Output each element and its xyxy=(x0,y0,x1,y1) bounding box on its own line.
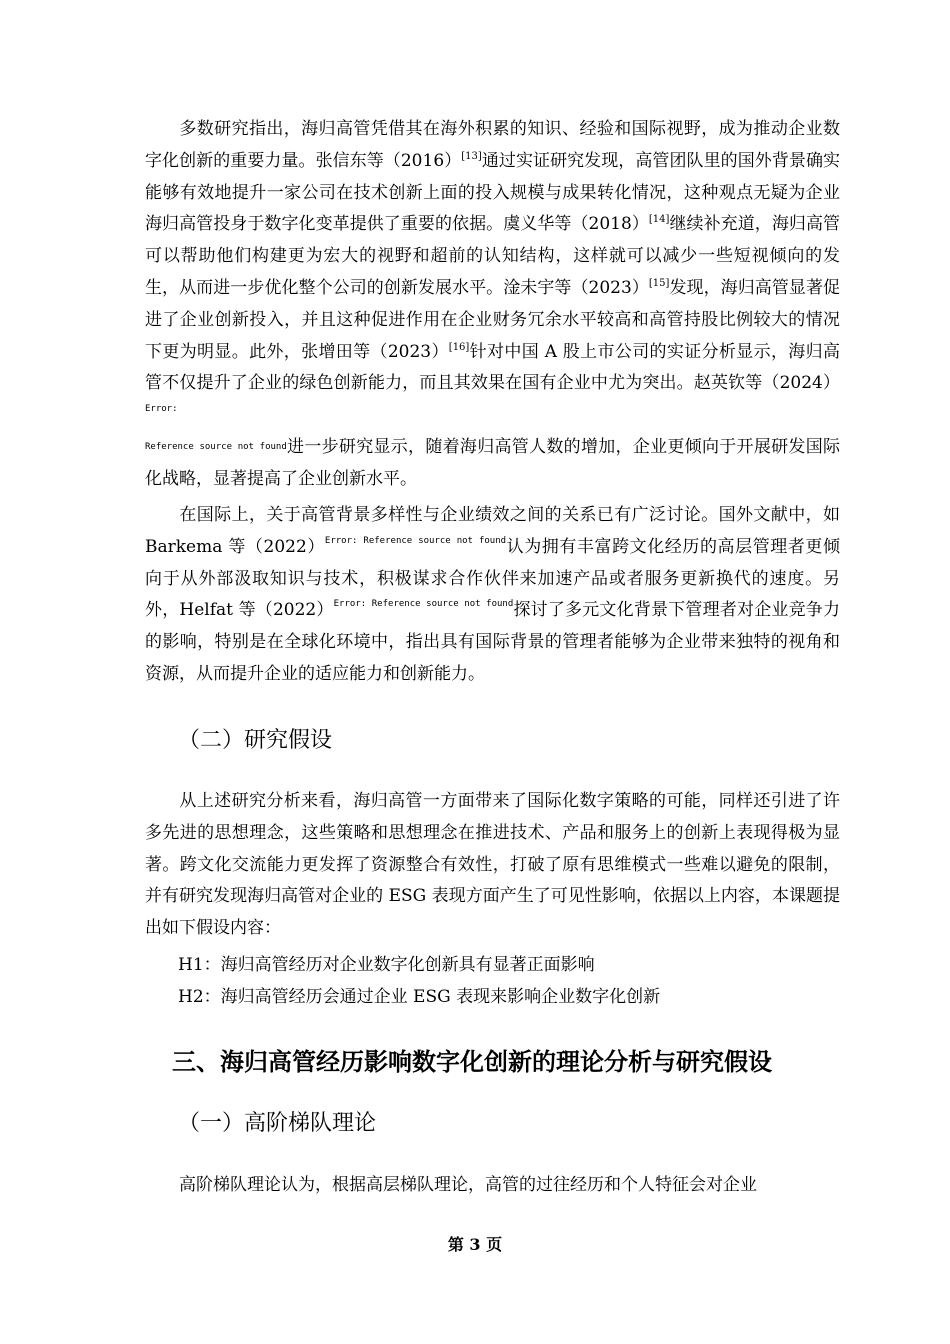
reference-error-marker: Error: xyxy=(145,404,178,415)
reference-error-marker: Error: Reference source not found xyxy=(333,599,514,610)
paragraph-overseas-returnee-research: 多数研究指出，海归高管凭借其在海外积累的知识、经验和国际视野，成为推动企业数字化创新的重要力量。张信东等（2016）[13]通过实证研究发现，高管团队里的国外背景确实能够有效地提升一家公司在技术创新上面的投入规模与成果转化情况，这种观点无疑为企业海归高管投身于数字化变革提供了重要的依据。虞义华等（2018）[14]继续补充道，海归高管可以帮助他们构建更为宏大的视野和超前的认知结构，这样就可以减少一些短视倾向的发生，从而进一步优化整个公司的创新发展水平。淦未宇等（2023）[15]发现，海归高管显著促进了企业创新投入，并且这种促进作用在企业财务冗余水平较高和高管持股比例较大的情况下更为明显。此外，张增田等（2023）[16]针对中国 A 股上市公司的实证分析显示，海归高管不仅提升了企业的绿色创新能力，而且其效果在国有企业中尤为突出。赵英钦等$(2024)^{Error:}$ Reference source not found进一步研究显示，随着海归高管人数的增加，企业更倾向于开展研发国际化战略，显著提高了企业创新水平。 xyxy=(145,119,841,489)
citation-15: [15] xyxy=(648,277,670,289)
reference-error-marker: Reference source not found xyxy=(145,441,287,452)
section-heading-upper-echelons: （一）高阶梯队理论 xyxy=(178,1111,377,1136)
paragraph-upper-echelons-theory: 高阶梯队理论认为，根据高层梯队理论，高管的过往经历和个人特征会对企业 xyxy=(179,1175,757,1195)
page-number: 第 3 页 xyxy=(447,1235,503,1254)
section-heading-research-hypothesis: （二）研究假设 xyxy=(178,728,333,753)
citation-14: [14] xyxy=(648,214,670,226)
paragraph-hypothesis-basis: 从上述研究分析来看，海归高管一方面带来了国际化数字策略的可能，同样还引进了许多先进的思想理念，这些策略和思想理念在推进技术、产品和服务上的创新上表现得极为显著。跨文化交流能力更发挥了资源整合有效性，打破了原有思维模式一些难以避免的限制，并有研究发现海归高管对企业的 ESG 表现方面产生了可见性影响，依据以上内容，本课题提出如下假设内容： xyxy=(145,791,840,939)
paragraph-international-research: 在国际上，关于高管背景多样性与企业绩效之间的关系已有广泛讨论。国外文献中，如 Barkema 等$(2022)^{Error: Reference source not found}$认为拥有丰富跨文化经历的高层管理者更倾向于从外部汲取知识与技术，积极谋求合作伙伴来加速产品或者服务更新换代的速度。另外，Helfat 等$(2022)^{Error: Reference source not found}$探讨了多元文化背景下管理者对企业竞争力的影响，特别是在全球化环境中，指出具有国际背景的管理者能够为企业带来独特的视角和资源，从而提升企业的适应能力和创新能力。 xyxy=(145,505,841,684)
hypothesis-h2: H2：海归高管经历会通过企业 ESG 表现来影响企业数字化创新 xyxy=(178,987,661,1007)
citation-16: [16] xyxy=(448,341,470,353)
hypothesis-h1: H1：海归高管经历对企业数字化创新具有显著正面影响 xyxy=(178,955,595,975)
citation-13: [13] xyxy=(461,150,482,162)
reference-error-marker: Error: Reference source not found xyxy=(324,535,507,546)
chapter-heading: 三、海归高管经历影响数字化创新的理论分析与研究假设 xyxy=(172,1048,772,1076)
